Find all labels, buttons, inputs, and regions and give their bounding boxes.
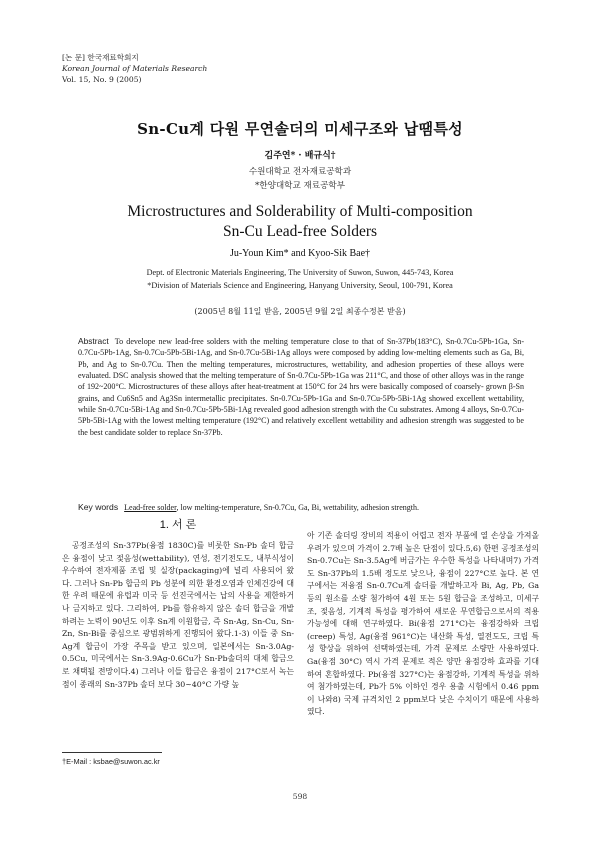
journal-category: [논 문] 한국재료학회지 xyxy=(62,53,139,62)
section-heading-introduction: 1. 서 론 xyxy=(159,519,197,531)
body-column-right xyxy=(307,530,539,719)
keywords-rest: , low melting-temperature, Sn-0.7Cu, Ga, Bi, wettability, adhesion strength. xyxy=(176,503,419,512)
journal-name-en: Korean Journal of Materials Research xyxy=(62,64,208,73)
footnote-divider xyxy=(62,752,162,753)
abstract-text: To develope new lead-free solders with the melting temperature close to that of Sn-37Pb(183°C), Sn-0.7Cu-5Pb-1Ga, Sn-0.7Cu-5Pb-1Ag, Sn-0.7Cu-5Pb-5Bi-1Ag, and Sn-0.7Cu-5Bi-1Ag alloys were composed by adding low-melting elements such as Ga, Bi, Pb, and Ag to Sn-0.7Cu. Then the melting temperatures, microstructures, wettability, and adhesion properties of these alloys were evaluated. DSC analysis showed that the melting temperature of Sn-0.7Cu-5Pb-1Ga was 211°C, and those of other alloys was in the range of 192~200°C. Microstructures of these alloys after heat-treatment at 150°C for 24 hrs were basically composed of coarsely- grown β-Sn grains, and Cu6Sn5 and Ag3Sn intermetallic precipitates. Sn-0.7Cu-5Pb-1Ga and Sn-0.7Cu-5Pb-5Bi-1Ag showed excellent wettability, while Sn-0.7Cu-5Bi-1Ag and Sn-0.7Cu-5Pb-5Bi-1Ag revealed good adhesion strength with the Cu substrates. Among 4 alloys, Sn-0.7Cu-5Pb-5Bi-1Ag with the lowest melting temperature (192°C) and relatively excellent wettability and adhesion strength was suggested to be the best candidate solder to replace Sn-37Pb. xyxy=(78,337,524,437)
affiliation-english-1: Dept. of Electronic Materials Engineering, The University of Suwon, Suwon, 445-743, Korea xyxy=(146,268,454,277)
abstract xyxy=(78,336,524,438)
affiliation-korean-2: *한양대학교 재료공학부 xyxy=(254,181,346,191)
abstract-label: Abstract xyxy=(78,336,109,346)
intro-paragraph-right: 아 기존 솔더링 장비의 적용이 어렵고 전자 부품에 열 손상을 가져올 우려가 있으며 가격이 2.7배 높은 단점이 있다.5,6) 한편 공정조성의 Sn-0.7Cu는 Sn-3.5Ag에 버금가는 우수한 특성을 나타내며7) 가격도 Sn-37Pb의 1.5배 정도로 낮으나, 융점이 227°C로 높다. 본 연구에서는 저융점 Sn-0.7Cu계 솔더를 개발하고자 Bi, Ag, Pb, Ga 등의 원소를 소량 첨가하여 4원 또는 5원 합금을 조성하고, 미세구조, 젖음성, 기계적 특성을 평가하여 새로운 무연합금으로서의 적용가능성에 대해 연구하였다. Bi(융점 271°C)는 융점강하와 크립(creep) 특성, Ag(융점 961°C)는 내산화 특성, 열전도도, 크립 특성 향상을 위하여 선택하였는데, 가격 문제로 소량만 사용하였다. Ga(융점 30°C) 역시 가격 문제로 적은 양만 융점강하 효과를 기대하여 혼합하였다. Pb(융점 327°C)는 융점강하, 기계적 특성을 위하여 첨가하였는데, Pb가 5% 이하인 경우 용출 시험에서 0.46 ppm이 나와8) 국제 규격치인 2 ppm보다 낮은 수치이기 때문에 사용하였다. xyxy=(307,531,539,717)
authors-korean: 김주연* · 배규식† xyxy=(264,151,336,161)
footnote-email: †E-Mail : ksbae@suwon.ac.kr xyxy=(62,757,160,766)
intro-paragraph-left: 공정조성의 Sn-37Pb(융점 1830C)를 비롯한 Sn-Pb 솔더 합금은 융점이 낮고 젖음성(wettability), 연성, 전기전도도, 내부식성이 우수하여 전자제품 조립 및 실장(packaging)에 널리 사용되어 왔다. 그러나 Sn-Pb 합금의 Pb 성분에 의한 환경오염과 인체건강에 대한 우려 때문에 유럽과 미국 등 선진국에서는 납의 사용을 제한하거나 금지하고 있다. 그리하여, Pb를 함유하지 않은 솔더 합금을 개발하려는 노력이 90년도 이후 Sn계 이원합금, 즉 Sn-Ag, Sn-Cu, Sn-Zn, Sn-Bi를 중심으로 광범위하게 진행되어 왔다.1-3) 이들 중 Sn-Ag계 합금이 가장 주목을 받고 있으며, 일본에서는 Sn-3.0Ag-0.5Cu, 미국에서는 Sn-3.9Ag-0.6Cu가 Sn-Pb솔더의 대체 합금으로 채택될 전망이다.4) 그러나 이들 합금은 융점이 217°C로서 녹는점이 종래의 Sn-37Pb 솔더 보다 30~40°C 가량 높 xyxy=(62,541,294,689)
authors-english: Ju-Youn Kim* and Kyoo-Sik Bae† xyxy=(229,248,371,259)
paper-title-english xyxy=(0,202,600,242)
journal-header xyxy=(62,52,207,85)
page-number: 598 xyxy=(292,792,308,801)
keyword-lead-free-solder: Lead-free solder xyxy=(124,503,177,512)
body-column-left xyxy=(62,540,294,691)
paper-title-english-line-1: Microstructures and Solderability of Multi-composition xyxy=(127,203,473,220)
affiliation-english-2: *Division of Materials Science and Engineering, Hanyang University, Seoul, 100-791, Korea xyxy=(147,281,453,290)
journal-volume: Vol. 15, No. 9 (2005) xyxy=(62,75,142,84)
received-dates: (2005년 8월 11일 받음, 2005년 9월 2일 최종수정본 받음) xyxy=(194,307,406,316)
paper-title-korean: Sn-Cu계 다원 무연솔더의 미세구조와 납땜특성 xyxy=(137,120,463,138)
keywords xyxy=(78,502,524,512)
paper-title-english-line-2: Sn-Cu Lead-free Solders xyxy=(222,223,378,240)
affiliation-korean-1: 수원대학교 전자재료공학과 xyxy=(248,167,352,177)
keywords-label: Key words xyxy=(78,502,119,512)
